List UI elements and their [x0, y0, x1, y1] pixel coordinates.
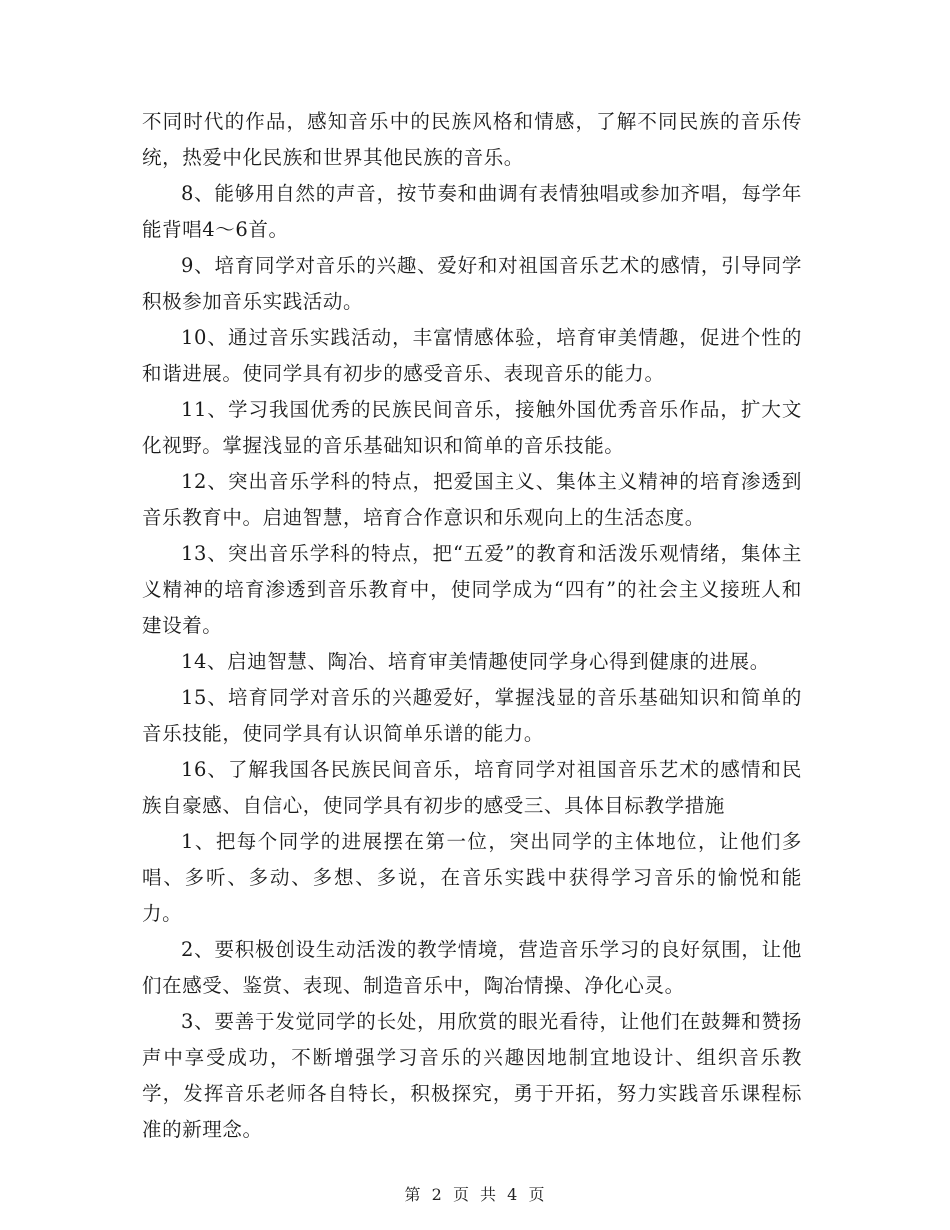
paragraph: 8、能够用自然的声音，按节奏和曲调有表情独唱或参加齐唱，每学年能背唱4～6首。 [142, 182, 802, 241]
footer-label-page: 第 [404, 1185, 422, 1204]
total-page-count: 4 [507, 1185, 519, 1204]
paragraph: 2、要积极创设生动活泼的教学情境，营造音乐学习的良好氛围，让他们在感受、鉴赏、表现、制造音乐中，陶冶情操、净化心灵。 [142, 938, 802, 997]
paragraph: 1、把每个同学的进展摆在第一位，突出同学的主体地位，让他们多唱、多听、多动、多想、多说，在音乐实践中获得学习音乐的愉悦和能力。 [142, 830, 802, 925]
paragraph: 16、了解我国各民族民间音乐，培育同学对祖国音乐艺术的感情和民族自豪感、自信心，使同学具有初步的感受三、具体目标教学措施 [142, 758, 802, 817]
footer-label-total: 共 [480, 1185, 498, 1204]
paragraph: 9、培育同学对音乐的兴趣、爱好和对祖国音乐艺术的感情，引导同学积极参加音乐实践活动。 [142, 254, 802, 313]
paragraph: 不同时代的作品，感知音乐中的民族风格和情感，了解不同民族的音乐传统，热爱中化民族和世界其他民族的音乐。 [142, 110, 802, 169]
footer-label-unit: 页 [452, 1185, 470, 1204]
paragraph: 3、要善于发觉同学的长处，用欣赏的眼光看待，让他们在鼓舞和赞扬声中享受成功，不断增强学习音乐的兴趣因地制宜地设计、组织音乐教学，发挥音乐老师各自特长，积极探究，勇于开拓，努力实践音乐课程标准的新理念。 [142, 1010, 802, 1141]
paragraph: 14、启迪智慧、陶冶、培育审美情趣使同学身心得到健康的进展。 [181, 650, 770, 673]
paragraph: 13、突出音乐学科的特点，把“五爱”的教育和活泼乐观情绪，集体主义精神的培育渗透到音乐教育中，使同学成为“四有”的社会主义接班人和建设着。 [142, 542, 802, 637]
paragraph: 15、培育同学对音乐的兴趣爱好，掌握浅显的音乐基础知识和简单的音乐技能，使同学具有认识简单乐谱的能力。 [142, 686, 802, 745]
paragraph: 10、通过音乐实践活动，丰富情感体验，培育审美情趣，促进个性的和谐进展。使同学具有初步的感受音乐、表现音乐的能力。 [142, 326, 802, 385]
footer-label-unit-2: 页 [528, 1185, 546, 1204]
paragraph: 12、突出音乐学科的特点，把爱国主义、集体主义精神的培育渗透到音乐教育中。启迪智慧，培育合作意识和乐观向上的生活态度。 [142, 470, 802, 529]
paragraph: 11、学习我国优秀的民族民间音乐，接触外国优秀音乐作品，扩大文化视野。掌握浅显的音乐基础知识和简单的音乐技能。 [142, 398, 802, 457]
document-body [142, 104, 802, 1148]
page-number-footer [0, 1182, 950, 1205]
current-page-number: 2 [431, 1185, 443, 1204]
